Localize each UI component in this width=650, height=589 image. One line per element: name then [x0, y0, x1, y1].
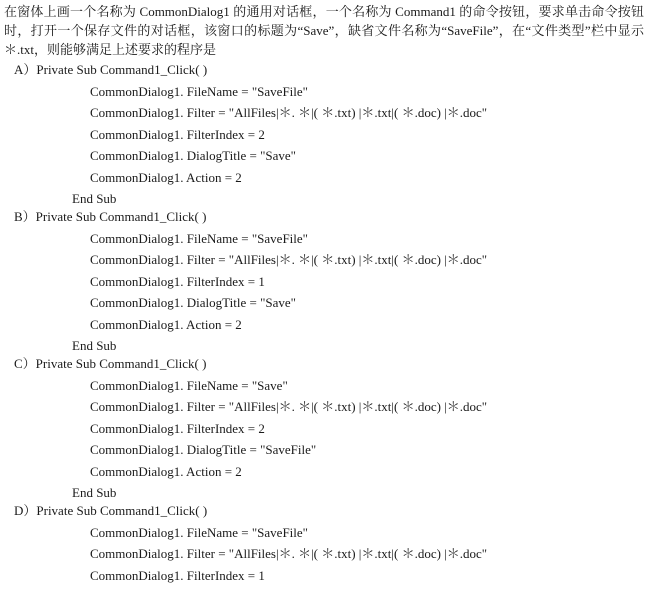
option-b-code-line: CommonDialog1. Action = 2 [90, 316, 242, 332]
option-b-code-line: CommonDialog1. Filter = "AllFiles|＊. ＊|( ＊.txt) |＊.txt|( ＊.doc) |＊.doc" [90, 252, 488, 267]
option-d-code-line: CommonDialog1. FileName = "SaveFile" [90, 524, 308, 540]
question-text: 在窗体上画一个名称为 CommonDialog1 的通用对话框，一个名称为 Command1 的命令按钮，要求单击命令按钮时，打开一个保存文件的对话框，该窗口的标题为“Save”，缺省文件名称为“SaveFile”，在“文件类型”栏中显示＊.txt，则能够满足上述要求的程序是 [4, 4, 644, 57]
option-a-code-line: CommonDialog1. FileName = "SaveFile" [90, 83, 308, 99]
option-b-code-line: CommonDialog1. FilterIndex = 1 [90, 273, 265, 289]
option-c-header: C）Private Sub Command1_Click( ) [14, 356, 207, 371]
option-c-code-line: CommonDialog1. Filter = "AllFiles|＊. ＊|( ＊.txt) |＊.txt|( ＊.doc) |＊.doc" [90, 399, 488, 414]
option-c-code-line: CommonDialog1. FileName = "Save" [90, 377, 288, 393]
option-a-code-line: CommonDialog1. Filter = "AllFiles|＊. ＊|( ＊.txt) |＊.txt|( ＊.doc) |＊.doc" [90, 105, 488, 120]
option-b-header: B）Private Sub Command1_Click( ) [14, 209, 207, 224]
option-d-code-line: CommonDialog1. Filter = "AllFiles|＊. ＊|( ＊.txt) |＊.txt|( ＊.doc) |＊.doc" [90, 546, 488, 561]
option-b-code-line: CommonDialog1. DialogTitle = "Save" [90, 295, 296, 310]
option-d-header: D）Private Sub Command1_Click( ) [14, 503, 208, 518]
option-c-code-line: CommonDialog1. Action = 2 [90, 463, 242, 479]
option-b-end-sub: End Sub [72, 338, 117, 353]
option-b-code-line: CommonDialog1. FileName = "SaveFile" [90, 230, 308, 246]
option-c-code-line: CommonDialog1. DialogTitle = "SaveFile" [90, 442, 317, 457]
option-c-end-sub: End Sub [72, 485, 117, 500]
option-a-end-sub: End Sub [72, 191, 117, 206]
option-a-header: A）Private Sub Command1_Click( ) [14, 62, 208, 77]
option-d-code-line: CommonDialog1. FilterIndex = 1 [90, 567, 265, 583]
option-a-code-line: CommonDialog1. DialogTitle = "Save" [90, 148, 296, 163]
option-a-code-line: CommonDialog1. FilterIndex = 2 [90, 126, 265, 142]
option-c-code-line: CommonDialog1. FilterIndex = 2 [90, 420, 265, 436]
option-a-code-line: CommonDialog1. Action = 2 [90, 169, 242, 185]
